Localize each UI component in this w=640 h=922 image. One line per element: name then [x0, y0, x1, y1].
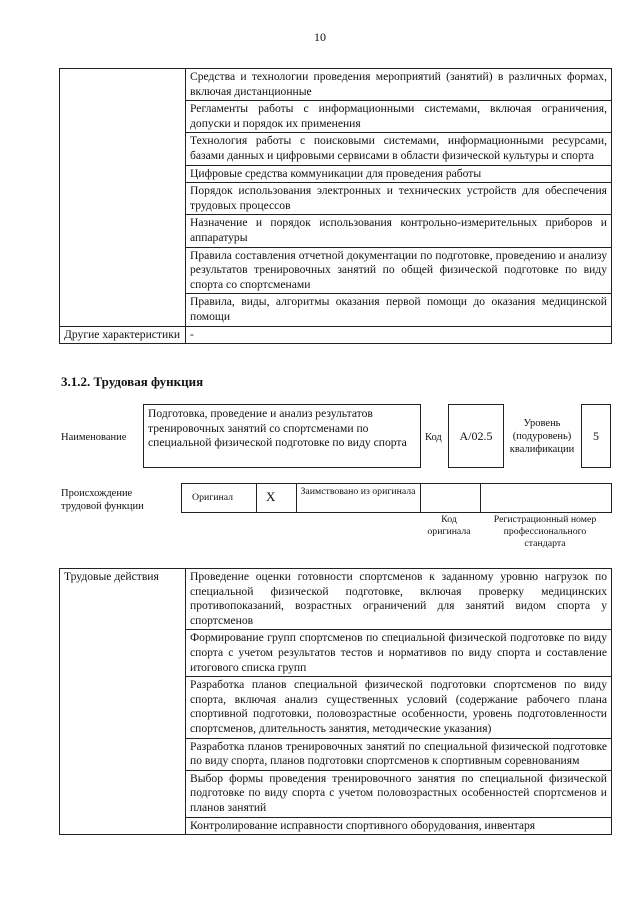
knowledge-item: Цифровые средства коммуникации для проведения работы	[186, 165, 612, 183]
code-value-box: A/02.5	[448, 404, 504, 468]
page-number: 10	[314, 30, 326, 44]
knowledge-table	[59, 68, 612, 344]
level-value-box: 5	[581, 404, 611, 468]
level-label: Уровень (подуровень) квалификации	[509, 418, 575, 455]
reg-number-label: Регистрационный номер профессионального стандарта	[493, 514, 597, 549]
knowledge-item: Регламенты работы с информационными системами, включая ограничения, допуски и порядок их применения	[186, 101, 612, 133]
function-name-box: Подготовка, проведение и анализ результатов тренировочных занятий со спортсменами по специальной физической подготовке по виду спорта	[143, 404, 421, 468]
knowledge-item: Назначение и порядок использования контрольно-измерительных приборов и аппаратуры	[186, 215, 612, 247]
labor-action-item: Разработка планов специальной физической подготовки спортсменов по виду спорта, включая анализ существенных условий (содержание рабочего плана спортивной подготовки, половозрастные особенности, уровень подготовленности спортсменов, длительность занятия, методические указания)	[186, 677, 612, 738]
labor-action-item: Разработка планов тренировочных занятий по специальной физической подготовке по виду спорта, планов подготовки спортсменов к спортивным соревнованиям	[186, 738, 612, 770]
original-mark: X	[266, 489, 276, 504]
origin-label: Происхождение трудовой функции	[61, 488, 144, 512]
borrowed-label: Заимствовано из оригинала	[300, 486, 416, 497]
knowledge-item: Правила составления отчетной документации по подготовке, проведению и анализу результатов тренировочных занятий по общей физической подготовке по виду спорта со спортсменами	[186, 247, 612, 294]
knowledge-item: Правила, виды, алгоритмы оказания первой помощи до оказания медицинской помощи	[186, 294, 612, 326]
labor-action-item: Контролирование исправности спортивного оборудования, инвентаря	[186, 817, 612, 835]
knowledge-item: Порядок использования электронных и технических устройств для обеспечения трудовых процессов	[186, 183, 612, 215]
code-label: Код	[425, 432, 442, 443]
name-label: Наименование	[61, 432, 127, 443]
labor-action-item: Выбор формы проведения тренировочного занятия по специальной физической подготовке по виду спорта с учетом половозрастных особенностей спортсменов и планов занятий	[186, 770, 612, 817]
knowledge-label-cell	[60, 69, 186, 327]
labor-action-item: Формирование групп спортсменов по специальной физической подготовке по виду спорта с учетом результатов тестов и нормативов по виду спорта и составление итогового списка групп	[186, 630, 612, 677]
knowledge-item: Технология работы с поисковыми системами, информационными ресурсами, базами данных и цифровыми сервисами в области физической культуры и спорта	[186, 133, 612, 165]
original-label: Оригинал	[192, 492, 234, 503]
other-characteristics-value: -	[186, 326, 612, 344]
origin-box	[181, 483, 612, 513]
knowledge-item: Средства и технологии проведения мероприятий (занятий) в различных формах, включая дистанционные	[186, 69, 612, 101]
labor-actions-label: Трудовые действия	[60, 569, 186, 835]
code-original-label: Код оригинала	[427, 514, 471, 537]
other-characteristics-label: Другие характеристики	[60, 326, 186, 344]
section-heading: 3.1.2. Трудовая функция	[61, 374, 204, 389]
labor-action-item: Проведение оценки готовности спортсменов к заданному уровню нагрузок по специальной физической подготовке, включая проверку медицинских противопоказаний, возрастных ограничений для занятий видом спорта у спортсменов	[186, 569, 612, 630]
labor-actions-table	[59, 568, 612, 835]
